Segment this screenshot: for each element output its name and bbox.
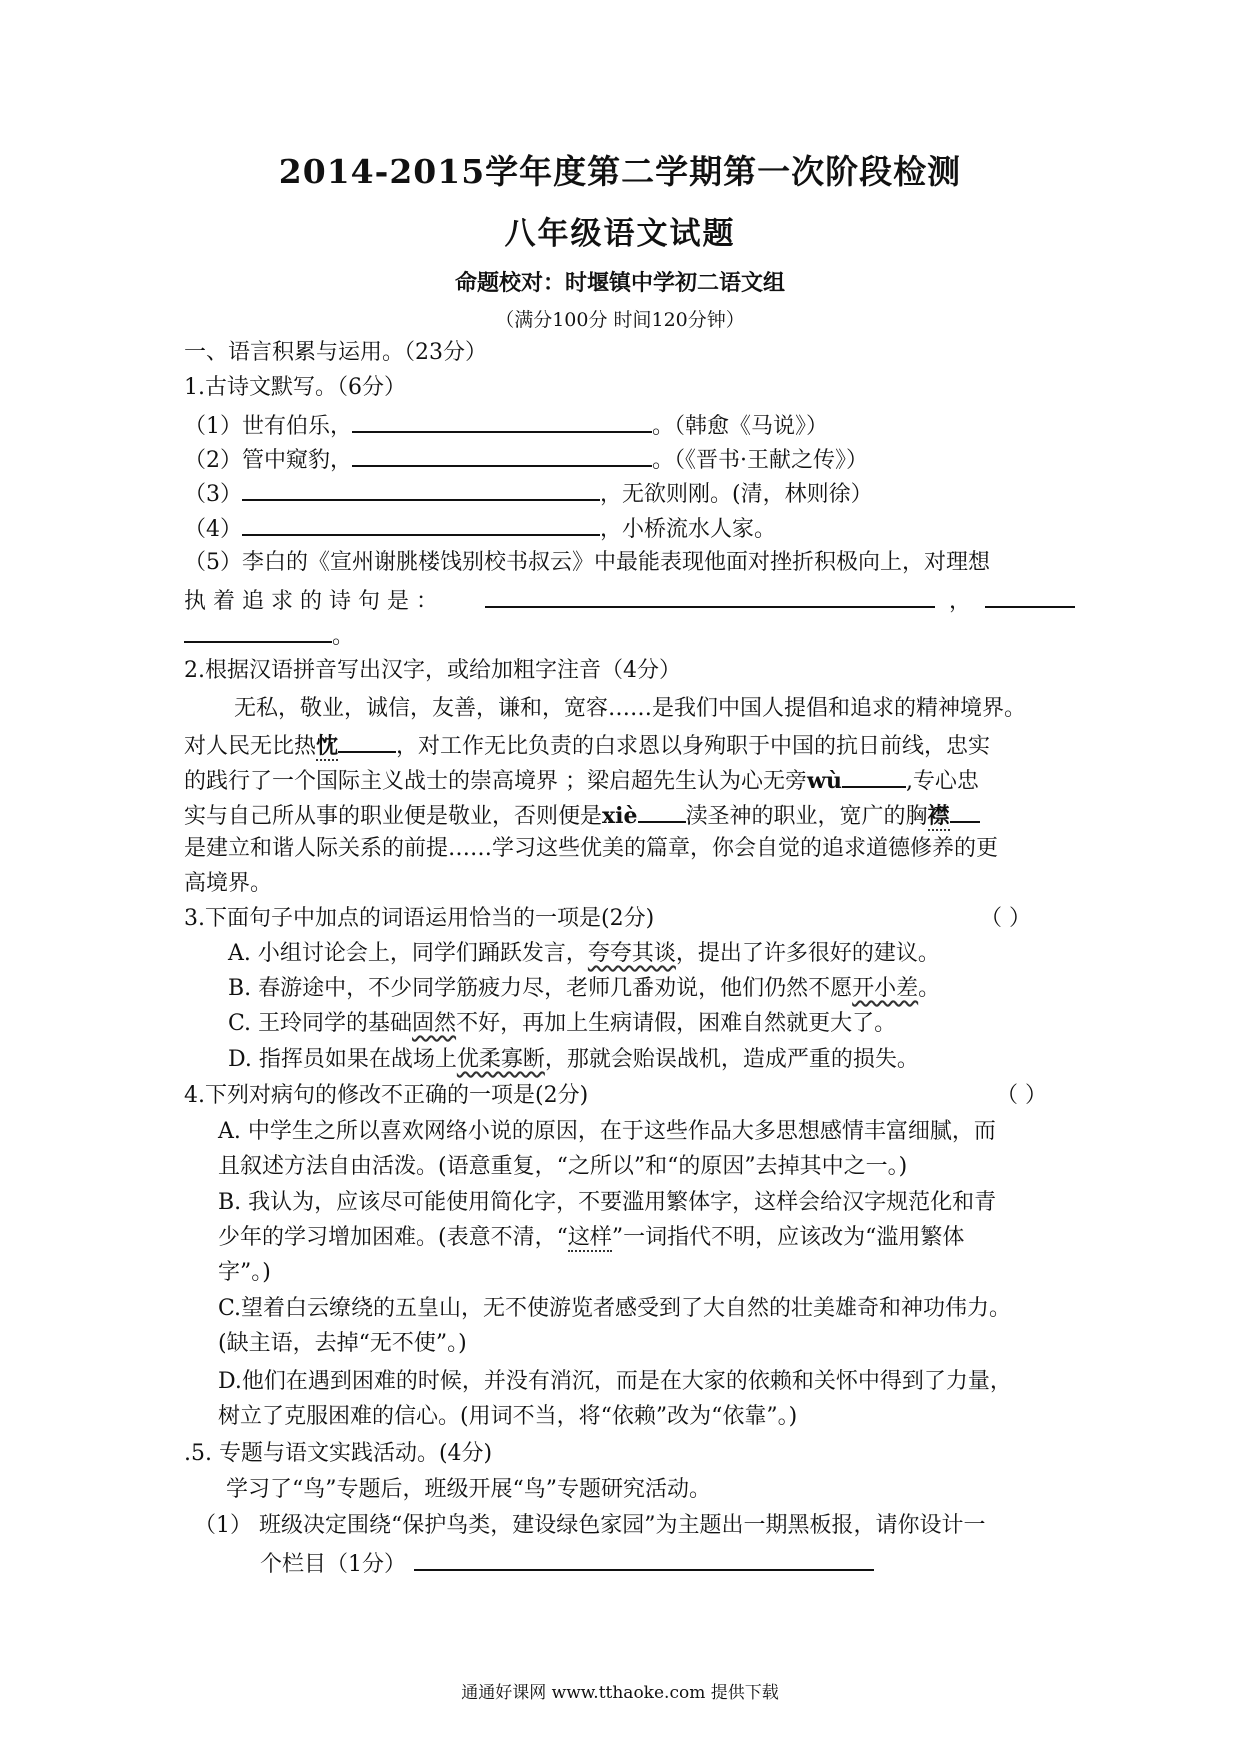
q1-l3-source: ，无欲则刚。(清，林则徐） — [600, 482, 873, 507]
answer-blank[interactable] — [352, 409, 652, 433]
q1-l3-text: （3） — [184, 482, 242, 507]
q1-l4-source: ，小桥流水人家。 — [600, 517, 777, 542]
q2-p4-mid: 渎圣神的职业，宽广的胸 — [685, 804, 928, 829]
q1-line5-cont — [184, 584, 1075, 617]
q2-heading: 2.根据汉语拼音写出汉字，或给加粗字注音（4分） — [184, 658, 681, 683]
q5-sub1-text: 个栏目（1分） — [260, 1552, 406, 1577]
q1-line1 — [184, 409, 828, 442]
answer-blank[interactable] — [950, 799, 980, 823]
q4-option-c[interactable]: C.望着白云缭绕的五皇山，无不使游览者感受到了大自然的壮美雄奇和神功伟力。 — [218, 1296, 1012, 1321]
q5-intro: 学习了“鸟”专题后，班级开展“鸟”专题研究活动。 — [226, 1477, 711, 1502]
q4-answer-paren[interactable]: （ ） — [996, 1083, 1047, 1108]
q2-p2-rest: ，对工作无比负责的白求恩以身殉职于中国的抗日前线，忠实 — [396, 734, 991, 759]
q3-heading: 3.下面句子中加点的词语运用恰当的一项是(2分) — [184, 906, 655, 931]
option-keyword: 优柔寡断 — [456, 1047, 545, 1072]
q4-option-c-cont: (缺主语，去掉“无不使”。) — [218, 1331, 467, 1356]
option-text: 少年的学习增加困难。(表意不清，“ — [218, 1225, 568, 1250]
option-text: B. 春游途中，不少同学筋疲力尽，老师几番劝说，他们仍然不愿 — [228, 976, 853, 1001]
q2-para3 — [184, 764, 979, 797]
q1-line5-end — [184, 619, 354, 652]
q2-para4 — [184, 799, 980, 832]
q2-para1: 无私，敬业，诚信，友善，谦和，宽容……是我们中国人提倡和追求的精神境界。 — [234, 696, 1027, 721]
q4-option-d-cont: 树立了克服困难的信心。(用词不当，将“依赖”改为“依靠”。) — [218, 1404, 798, 1429]
q2-p2-text: 对人民无比热 — [184, 734, 317, 759]
answer-blank[interactable] — [184, 619, 332, 643]
exam-author: 命题校对：时堰镇中学初二语文组 — [454, 271, 785, 296]
q2-target-char: 襟 — [927, 803, 950, 829]
answer-blank[interactable] — [638, 799, 686, 823]
option-text: ”一词指代不明，应该改为“滥用繁体 — [611, 1225, 965, 1250]
q4-option-b-cont — [218, 1223, 964, 1253]
option-text: A. 小组讨论会上，同学们踊跃发言， — [228, 941, 588, 966]
q2-para6: 高境界。 — [184, 871, 273, 896]
q1-line5: （5）李白的《宣州谢朓楼饯别校书叔云》中最能表现他面对挫折积极向上，对理想 — [184, 550, 990, 575]
q2-p4-text: 实与自己所从事的职业便是敬业，否则便是 — [184, 804, 603, 829]
q2-p3-text: 的践行了一个国际主义战士的崇高境界 ；梁启超先生认为心无旁 — [184, 769, 807, 794]
q1-l5-comma: ， — [949, 589, 972, 614]
q3-option-a[interactable] — [228, 939, 940, 969]
q1-l5-text: 执着追求的诗句是： — [184, 589, 446, 614]
q3-option-c[interactable] — [228, 1009, 896, 1039]
q4-option-d[interactable]: D.他们在遇到困难的时候，并没有消沉，而是在大家的依赖和关怀中得到了力量， — [218, 1369, 1012, 1394]
q1-heading: 1.古诗文默写。（6分） — [184, 375, 406, 400]
q4-option-a[interactable]: A. 中学生之所以喜欢网络小说的原因，在于这些作品大多思想感情丰富细腻，而 — [218, 1119, 996, 1144]
answer-blank[interactable] — [985, 584, 1075, 608]
option-keyword: 固然 — [412, 1011, 457, 1036]
q2-para5: 是建立和谐人际关系的前提……学习这些优美的篇章，你会自觉的追求道德修养的更 — [184, 836, 999, 861]
option-keyword: 夸夸其谈 — [587, 941, 676, 966]
section1-heading: 一、语言积累与运用。（23分） — [184, 340, 487, 365]
q5-sub1: （1） 班级决定围绕“保护鸟类，建设绿色家园”为主题出一期黑板报，请你设计一 — [194, 1513, 986, 1538]
answer-blank[interactable] — [242, 477, 600, 501]
q1-l1-text: （1）世有伯乐， — [184, 414, 352, 439]
exam-info: （满分100分 时间120分钟） — [495, 309, 745, 331]
q5-sub1-cont — [260, 1547, 874, 1580]
answer-blank[interactable] — [338, 729, 396, 753]
q4-option-b[interactable]: B. 我认为，应该尽可能使用简化字，不要滥用繁体字，这样会给汉字规范化和青 — [218, 1190, 997, 1215]
answer-blank[interactable] — [414, 1547, 874, 1571]
answer-blank[interactable] — [485, 584, 935, 608]
option-text: D. 指挥员如果在战场上 — [228, 1047, 457, 1072]
answer-blank[interactable] — [352, 443, 652, 467]
q2-pinyin: wù — [807, 768, 842, 794]
q3-option-d[interactable] — [228, 1045, 919, 1075]
answer-blank[interactable] — [242, 512, 600, 536]
q1-l2-source: 。（《晋书·王献之传》） — [652, 448, 868, 473]
q5-heading: .5. 专题与语文实践活动。(4分) — [184, 1441, 493, 1466]
exam-subtitle: 八年级语文试题 — [504, 216, 736, 252]
option-text: C. 王玲同学的基础 — [228, 1011, 413, 1036]
exam-title: 2014-2015学年度第二学期第一次阶段检测 — [278, 152, 962, 191]
page-footer: 通通好课网 www.tthaoke.com 提供下载 — [461, 1683, 779, 1703]
q1-line2 — [184, 443, 868, 476]
q1-l4-text: （4） — [184, 517, 242, 542]
option-keyword: 这样 — [567, 1225, 612, 1250]
q2-target-char: 忱 — [316, 733, 339, 759]
q4-option-a-cont: 且叙述方法自由活泼。(语意重复，“之所以”和“的原因”去掉其中之一。) — [218, 1154, 908, 1179]
option-text: 。 — [918, 976, 941, 1001]
q1-l5-end: 。 — [332, 624, 355, 649]
q3-option-b[interactable] — [228, 974, 940, 1004]
option-text: ，那就会贻误战机，造成严重的损失。 — [544, 1047, 919, 1072]
q1-l1-source: 。（韩愈《马说》） — [652, 414, 829, 439]
q2-para2 — [184, 729, 990, 762]
q4-heading: 4.下列对病句的修改不正确的一项是(2分) — [184, 1083, 589, 1108]
q2-pinyin: xiè — [602, 803, 638, 829]
q3-answer-paren[interactable]: （ ） — [980, 906, 1031, 931]
q1-line3 — [184, 477, 873, 510]
q1-line4 — [184, 512, 776, 545]
answer-blank[interactable] — [842, 764, 906, 788]
option-text: 不好，再加上生病请假，困难自然就更大了。 — [456, 1011, 897, 1036]
q2-p3-rest: ,专心忠 — [905, 769, 979, 794]
q4-option-b-end: 字”。) — [218, 1260, 271, 1285]
option-text: ，提出了许多很好的建议。 — [675, 941, 940, 966]
q1-l2-text: （2）管中窥豹， — [184, 448, 352, 473]
option-keyword: 开小差 — [852, 976, 919, 1001]
